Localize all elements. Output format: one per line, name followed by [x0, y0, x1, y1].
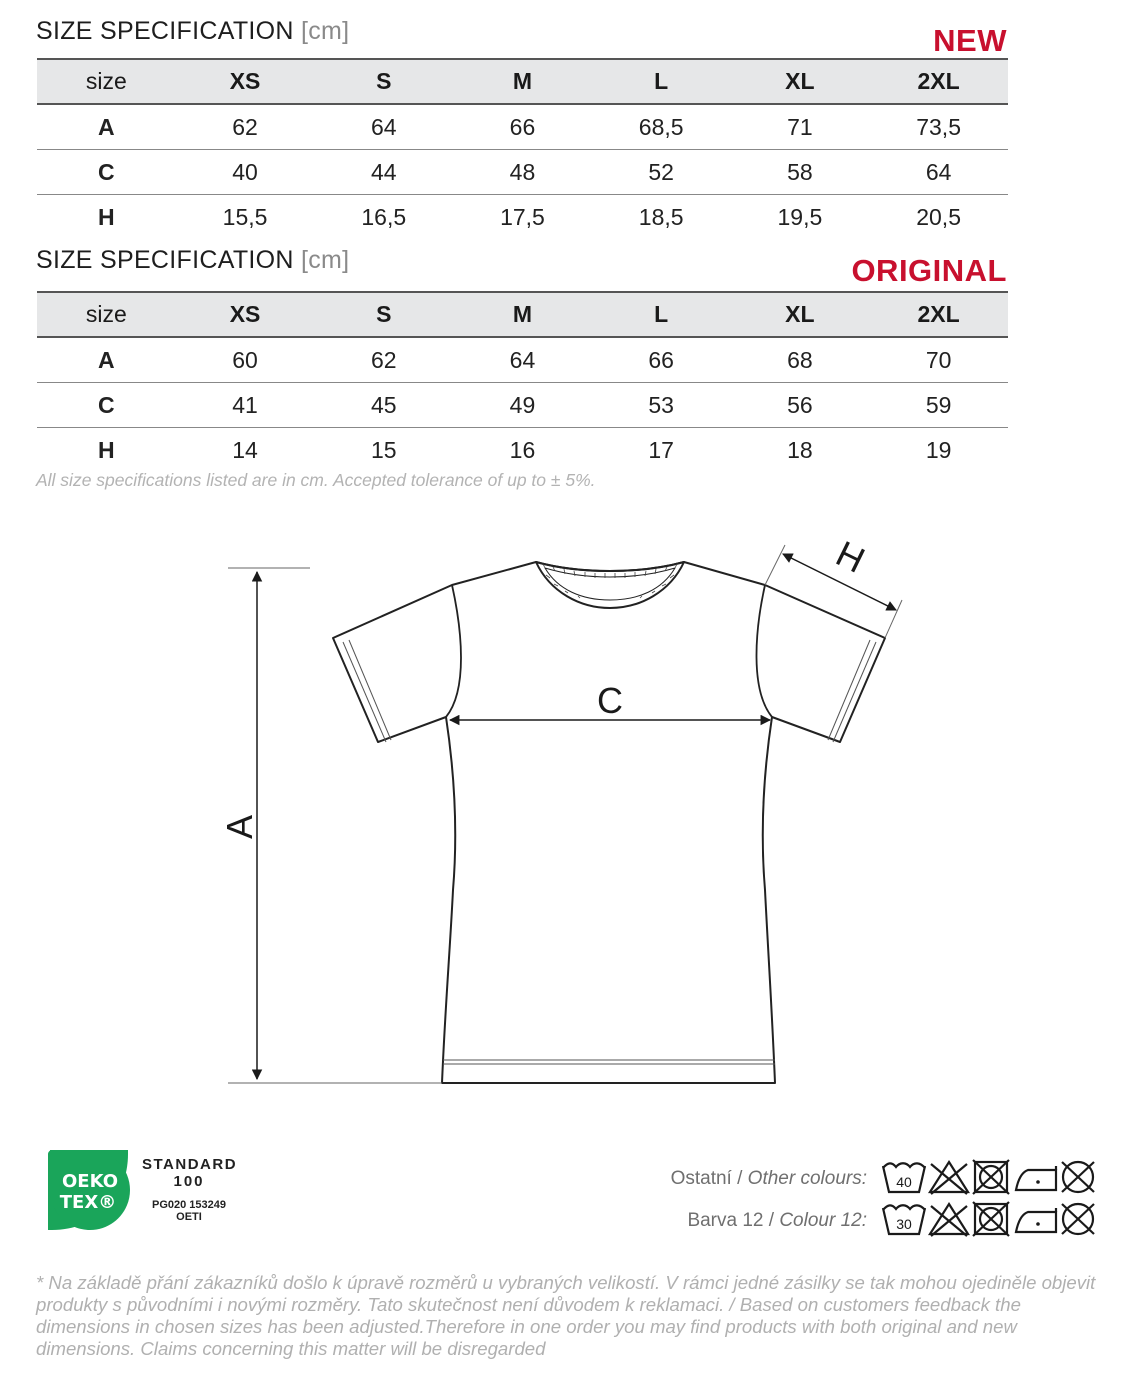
header-cell: size	[37, 292, 176, 337]
header-cell: XL	[731, 292, 870, 337]
table-cell: 52	[592, 150, 731, 195]
table-header-row	[37, 59, 1008, 104]
table-row	[37, 150, 1008, 195]
table-cell: 18,5	[638, 203, 684, 230]
tex-text: TEX®	[59, 1192, 117, 1213]
table-row	[37, 337, 1008, 383]
header-cell: 2XL	[869, 292, 1008, 337]
table-cell: 70	[869, 337, 1008, 383]
label-h: H	[829, 532, 872, 581]
header-cell: XS	[176, 59, 315, 104]
row-label: A	[37, 104, 176, 150]
table-cell: 68	[731, 337, 870, 383]
row-label: H	[98, 203, 115, 230]
size-table-original	[37, 291, 1008, 472]
label-c: C	[597, 680, 623, 721]
table-cell: 15,5	[222, 203, 268, 230]
spec-unit: [cm]	[301, 246, 350, 274]
no-tumble-dry-icon	[973, 1202, 1009, 1236]
care-icons-row-1	[880, 1158, 1100, 1198]
table-row	[37, 104, 1008, 150]
table-cell: 62	[176, 104, 315, 150]
table-cell: 64	[453, 337, 592, 383]
table-cell: 53	[592, 383, 731, 428]
label-a: A	[219, 814, 260, 840]
no-bleach-icon	[930, 1204, 968, 1236]
table-cell: 17	[648, 436, 674, 463]
table-cell: 66	[592, 337, 731, 383]
table-cell: 71	[731, 104, 870, 150]
spec-title-text: SIZE SPECIFICATION	[36, 17, 294, 45]
header-cell: L	[592, 59, 731, 104]
table-cell: 40	[176, 150, 315, 195]
table-cell: 17,5	[500, 203, 545, 230]
table-cell: 58	[731, 150, 870, 195]
standard-number: 100	[173, 1173, 205, 1190]
tshirt-collar	[536, 562, 684, 608]
header-cell: M	[453, 292, 592, 337]
table-cell: 19,5	[777, 203, 823, 230]
spec-title-original	[36, 246, 349, 275]
table-cell: 59	[869, 383, 1008, 428]
table-cell: 49	[453, 383, 592, 428]
table-cell: 16	[509, 436, 536, 463]
tag-new: NEW	[933, 23, 1007, 58]
table-cell: 60	[176, 337, 315, 383]
certification-institute: OETI	[176, 1211, 202, 1223]
row-label: C	[37, 383, 176, 428]
spec-title-new	[36, 17, 349, 46]
wash-temp: 30	[896, 1216, 912, 1232]
table-row	[37, 428, 1008, 473]
table-row	[37, 195, 1008, 240]
table-cell: 48	[453, 150, 592, 195]
table-header-row	[37, 292, 1008, 337]
no-tumble-dry-icon	[973, 1160, 1009, 1194]
spec-title-text: SIZE SPECIFICATION	[36, 246, 294, 274]
tag-original: ORIGINAL	[851, 253, 1007, 288]
certification-code: PG020 153249	[151, 1199, 226, 1211]
header-cell: S	[314, 292, 453, 337]
header-cell: M	[453, 59, 592, 104]
table-cell: 14	[232, 436, 258, 463]
header-cell: size	[37, 59, 176, 104]
header-cell: 2XL	[869, 59, 1008, 104]
oeko-text: OEKO	[61, 1171, 119, 1192]
table-cell: 18	[787, 436, 813, 463]
tshirt-measurement-diagram	[200, 530, 920, 1100]
table-cell: 44	[314, 150, 453, 195]
table-row	[37, 383, 1008, 428]
table-cell: 15	[370, 436, 397, 463]
row-label: C	[37, 150, 176, 195]
oeko-standard-block	[142, 1156, 236, 1223]
table-cell: 16,5	[361, 203, 407, 230]
table-cell: 19	[925, 436, 952, 463]
care-label-other: Ostatní / Other colours:	[670, 1168, 867, 1189]
table-cell: 62	[314, 337, 453, 383]
no-dry-clean-icon	[1062, 1162, 1094, 1192]
header-cell: S	[314, 59, 453, 104]
no-dry-clean-icon	[1062, 1204, 1094, 1234]
wash-temp: 40	[896, 1174, 912, 1190]
header-cell: L	[592, 292, 731, 337]
header-cell: XL	[731, 59, 870, 104]
care-label-en: Other colours:	[747, 1168, 867, 1189]
h-left-guide	[765, 545, 785, 585]
table-cell: 64	[869, 150, 1008, 195]
care-label-en: Colour 12:	[779, 1210, 867, 1231]
care-label-cz: Barva 12	[687, 1210, 764, 1231]
footnote: * Na základě přání zákazníků došlo k úpravě rozměrů u vybraných velikostí. V rámci jedné zásilky se tak mohou ojediněle objevit produkty s původními i novými rozměry. Tato skutečnost není důvodem k reklamaci. / Based on customers feedback the dimensions in chosen sizes has been adjusted.Therefore in one order you may find products with both original and new dimensions. Claims concerning this matter will be disregarded	[36, 1272, 1096, 1359]
table-cell: 45	[314, 383, 453, 428]
care-icons-row-2	[880, 1200, 1100, 1240]
iron-low-icon	[1016, 1208, 1056, 1232]
table-cell: 66	[453, 104, 592, 150]
table-cell: 56	[731, 383, 870, 428]
iron-low-icon	[1016, 1166, 1056, 1190]
table-cell: 41	[176, 383, 315, 428]
wash-icon	[883, 1205, 925, 1234]
spec-unit: [cm]	[301, 17, 350, 45]
oeko-tex-logo	[48, 1148, 132, 1232]
row-label: A	[37, 337, 176, 383]
standard-label: STANDARD	[142, 1156, 238, 1173]
wash-icon	[883, 1163, 925, 1192]
header-cell: XS	[176, 292, 315, 337]
row-label: H	[98, 436, 115, 463]
table-cell: 68,5	[592, 104, 731, 150]
table-cell: 20,5	[916, 203, 961, 230]
table-cell: 73,5	[869, 104, 1008, 150]
no-bleach-icon	[930, 1162, 968, 1194]
care-label-colour12: Barva 12 / Colour 12:	[687, 1210, 867, 1231]
size-table-new	[37, 58, 1008, 239]
table-cell: 64	[314, 104, 453, 150]
tshirt-outline	[333, 562, 885, 1083]
care-label-cz: Ostatní	[670, 1168, 732, 1189]
tolerance-note: All size specifications listed are in cm. Accepted tolerance of up to ± 5%.	[36, 470, 596, 490]
